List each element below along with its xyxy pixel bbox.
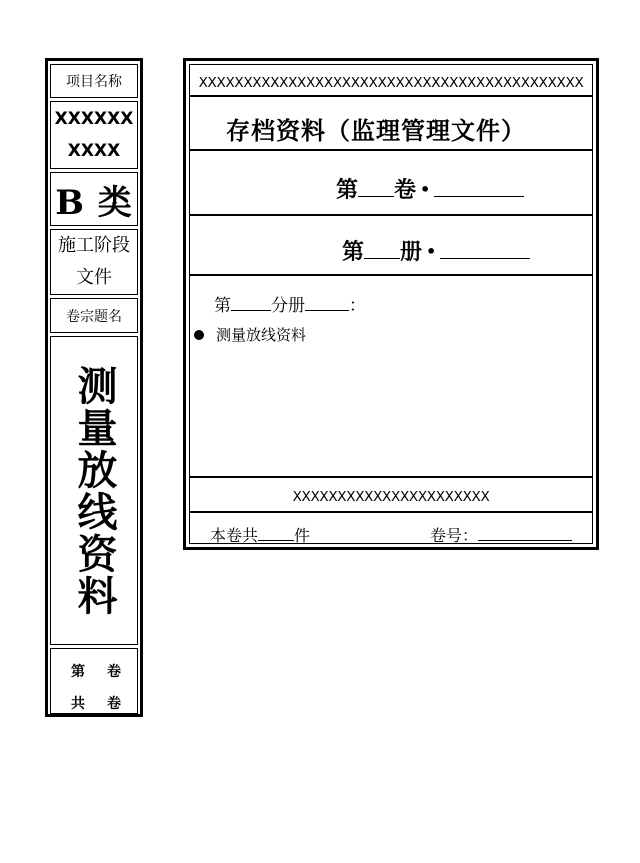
sub-volume-line	[214, 291, 366, 316]
sub-colon: ：	[349, 296, 366, 316]
sub-prefix: 第	[214, 296, 231, 316]
divider	[189, 149, 593, 151]
sub-name-blank	[305, 309, 349, 311]
volume-numbering	[50, 648, 138, 714]
construction-stage	[50, 229, 138, 295]
divider	[189, 511, 593, 513]
list-item-label: 测量放线资料	[216, 326, 307, 344]
bullet-icon	[194, 330, 204, 340]
volume-number-row	[51, 661, 137, 681]
volume-title	[50, 336, 138, 645]
archive-title: 存档资料（监理管理文件）	[226, 117, 526, 145]
item-count-suffix: 件	[294, 526, 311, 545]
divider	[189, 95, 593, 97]
volume-title-text: 测量放线资料	[71, 364, 117, 617]
divider	[189, 214, 593, 216]
volume-title-label-text: 卷宗题名	[66, 308, 122, 325]
sub-mid: 分册	[271, 296, 305, 316]
book-prefix: 第	[342, 240, 365, 265]
item-count-prefix: 本卷共	[210, 526, 259, 545]
contents-list	[194, 324, 306, 345]
volume-prefix: 第	[336, 178, 359, 203]
spine-project-name	[50, 101, 138, 169]
book-line	[342, 235, 530, 266]
volume-no-suffix: 卷	[107, 664, 121, 680]
volume-no-prefix: 第	[71, 664, 85, 680]
volume-number-label: 卷号：	[430, 526, 479, 545]
construction-stage-text: 施工阶段文件	[58, 235, 130, 288]
volume-number-blank	[478, 539, 572, 541]
project-name-label	[50, 64, 138, 98]
archive-spine	[45, 58, 143, 717]
total-volumes-row	[51, 693, 137, 713]
item-count-blank	[258, 539, 294, 541]
organization-name: XXXXXXXXXXXXXXXXXXXXXX	[292, 489, 490, 505]
volume-line	[336, 173, 524, 204]
divider	[189, 476, 593, 478]
sub-blank	[231, 309, 271, 311]
total-prefix: 共	[71, 696, 85, 712]
book-blank	[364, 257, 400, 259]
volume-dot: •	[420, 180, 431, 199]
archive-cover	[183, 58, 599, 550]
volume-number	[430, 523, 572, 546]
project-name-label-text: 项目名称	[66, 74, 122, 90]
book-dot: •	[426, 242, 437, 261]
archive-class-text: B 类	[55, 182, 133, 223]
volume-suffix: 卷	[394, 178, 417, 203]
cover-project-name: XXXXXXXXXXXXXXXXXXXXXXXXXXXXXXXXXXXXXXXXXXX	[198, 75, 584, 91]
spine-project-name-text: XXXXXXXXXX	[54, 109, 134, 161]
book-suffix: 册	[400, 240, 423, 265]
volume-title-label	[50, 298, 138, 333]
list-item	[194, 324, 306, 345]
volume-blank	[358, 195, 394, 197]
book-name-blank	[440, 257, 530, 259]
total-suffix: 卷	[107, 696, 121, 712]
archive-class	[50, 172, 138, 226]
item-count	[210, 523, 310, 546]
divider	[189, 274, 593, 276]
volume-name-blank	[434, 195, 524, 197]
